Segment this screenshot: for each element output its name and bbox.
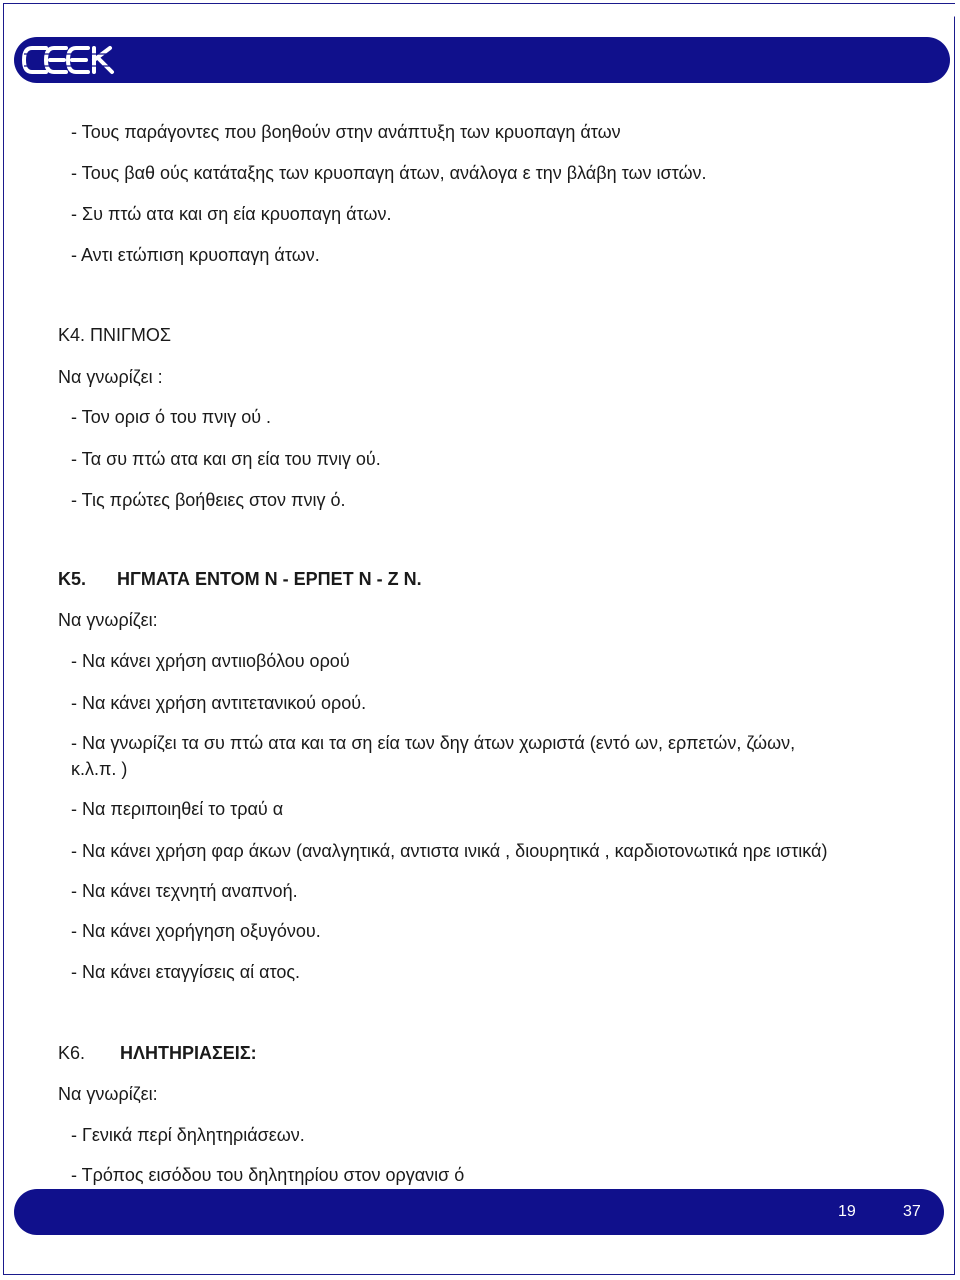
k5-item-1: - Να κάνει χρήση αντιιοβόλου ορού [71,651,350,671]
k5-code: Κ5. [58,569,87,589]
page-number-total: 37 [903,1203,921,1220]
k5-item-2: - Να κάνει χρήση αντιτετανικού ορού. [71,693,367,713]
k6-title: ΗΛΗΤΗΡΙΑΣΕΙΣ: [120,1043,257,1063]
header-band [14,37,950,83]
content-line-3: - Συ πτώ ατα και ση εία κρυοπαγη άτων. [71,204,392,224]
k5-item-3-cont: κ.λ.π. ) [71,759,128,779]
k6-code: Κ6. [58,1043,86,1063]
k5-item-7: - Να κάνει χορήγηση οξυγόνου. [71,921,321,941]
k5-item-3: - Να γνωρίζει τα συ πτώ ατα και τα ση εία των δηγ άτων χωριστά (εντό ων, ερπετών, ζώων, [71,733,796,753]
content-line-2: - Τους βαθ ούς κατάταξης των κρυοπαγη άτων, ανάλογα ε την βλάβη των ιστών. [71,163,707,183]
k4-item-2: - Τα συ πτώ ατα και ση εία του πνιγ ού. [71,449,381,469]
content-line-1: - Τους παράγοντες που βοηθούν στην ανάπτυξη των κρυοπαγη άτων [71,122,621,142]
k5-title: ΗΓΜΑΤΑ ΕΝΤΟΜ Ν - ΕΡΠΕΤ Ν - Ζ Ν. [117,569,422,589]
k5-item-6: - Να κάνει τεχνητή αναπνοή. [71,881,298,901]
k5-item-4: - Να περιποιηθεί το τραύ α [71,799,284,819]
content-line-4: - Αντι ετώπιση κρυοπαγη άτων. [71,245,320,265]
page-number-current: 19 [838,1203,856,1220]
k4-title: Κ4. ΠΝΙΓΜΟΣ [58,325,172,345]
k6-item-1: - Γενικά περί δηλητηριάσεων. [71,1125,305,1145]
k4-intro: Να γνωρίζει : [58,367,163,387]
corner-fold [942,4,956,18]
k5-item-8: - Να κάνει εταγγίσεις αί ατος. [71,962,301,982]
k5-intro: Να γνωρίζει: [58,610,158,630]
k4-item-3: - Τις πρώτες βοήθειες στον πνιγ ό. [71,490,346,510]
ceek-logo-icon [18,40,118,80]
k4-item-1: - Τον ορισ ό του πνιγ ού . [71,407,272,427]
footer-band [14,1189,944,1235]
k6-item-2: - Τρόπος εισόδου του δηλητηρίου στον οργανισ ό [71,1165,465,1185]
k5-item-5: - Να κάνει χρήση φαρ άκων (αναλγητικά, αντιστα ινικά , διουρητικά , καρδιοτονωτικά ηρε ιστικά) [71,841,828,861]
k6-intro: Να γνωρίζει: [58,1084,158,1104]
